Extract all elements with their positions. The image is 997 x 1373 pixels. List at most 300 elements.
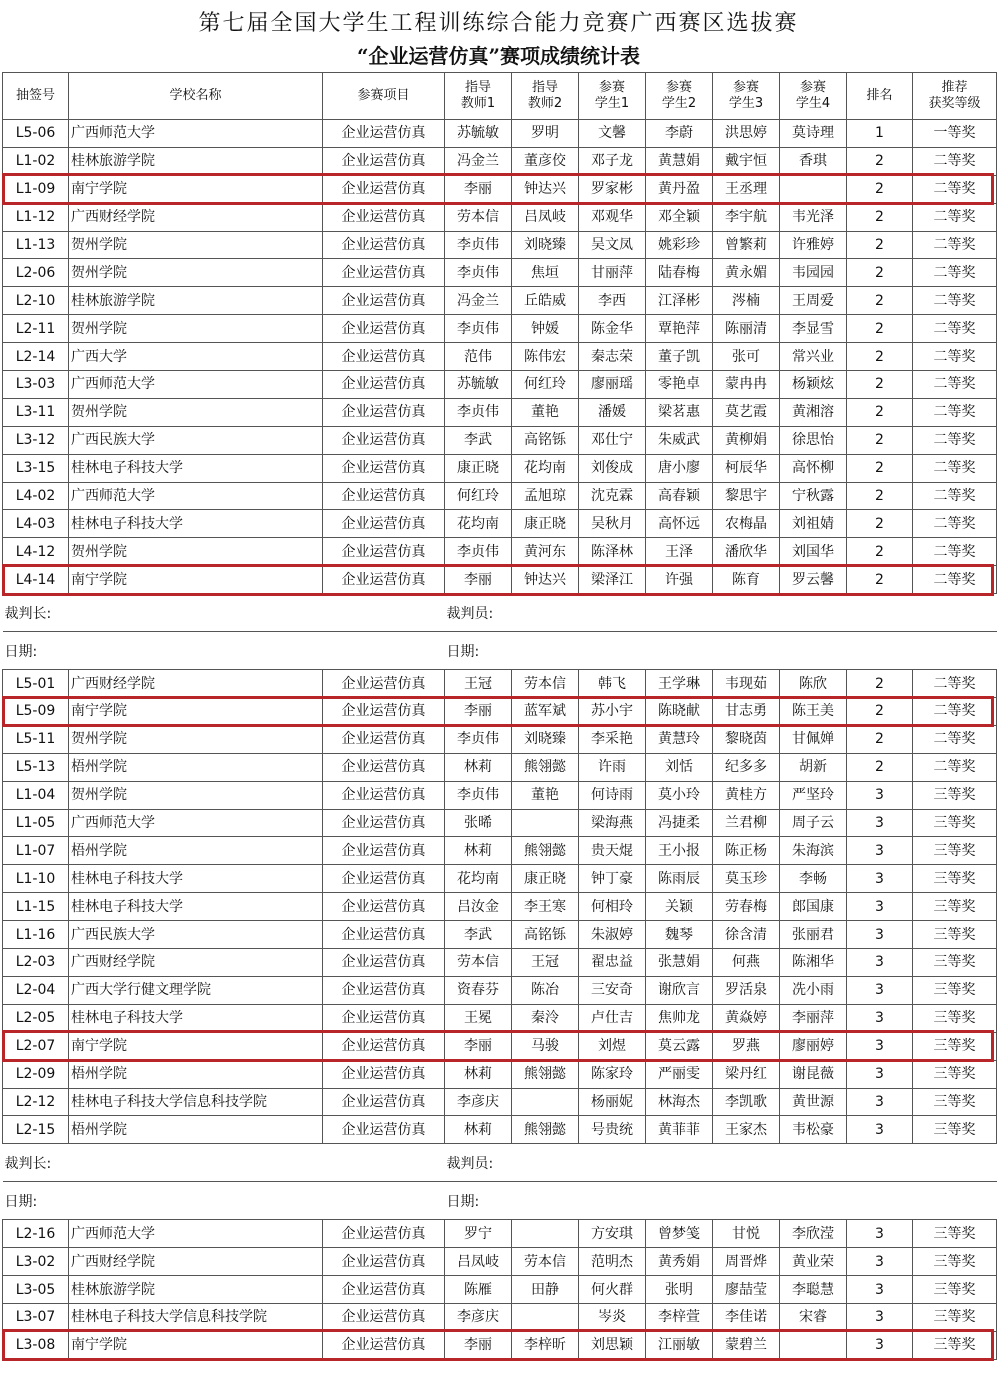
cell-school: 南宁学院 xyxy=(69,698,323,726)
cell-student-4: 李畅 xyxy=(780,865,847,893)
cell-event: 企业运营仿真 xyxy=(323,1032,445,1060)
cell-student-1: 梁泽江 xyxy=(579,566,646,594)
cell-student-3: 甘悦 xyxy=(713,1220,780,1248)
cell-teacher-2: 熊翎懿 xyxy=(512,1060,579,1088)
cell-student-4: 韦光泽 xyxy=(780,203,847,231)
cell-draw-no: L5-11 xyxy=(3,725,69,753)
cell-school: 广西财经学院 xyxy=(69,949,323,977)
cell-draw-no: L3-02 xyxy=(3,1248,69,1276)
cell-award: 二等奖 xyxy=(913,147,997,175)
cell-student-4: 冼小雨 xyxy=(780,976,847,1004)
cell-school: 贺州学院 xyxy=(69,725,323,753)
cell-student-3: 廖喆莹 xyxy=(713,1276,780,1304)
cell-school: 梧州学院 xyxy=(69,753,323,781)
table-row xyxy=(3,1220,997,1248)
cell-student-1: 廖丽瑶 xyxy=(579,371,646,399)
cell-student-1: 范明杰 xyxy=(579,1248,646,1276)
cell-student-4: 黄业荣 xyxy=(780,1248,847,1276)
cell-school: 贺州学院 xyxy=(69,538,323,566)
cell-teacher-2: 钟达兴 xyxy=(512,566,579,594)
cell-draw-no: L1-07 xyxy=(3,837,69,865)
cell-student-1: 陈泽林 xyxy=(579,538,646,566)
cell-student-1: 何火群 xyxy=(579,1276,646,1304)
table-row xyxy=(3,781,997,809)
cell-event: 企业运营仿真 xyxy=(323,781,445,809)
cell-school: 梧州学院 xyxy=(69,1060,323,1088)
header-rank: 排名 xyxy=(847,73,913,120)
cell-rank: 2 xyxy=(847,147,913,175)
cell-teacher-1: 李贞伟 xyxy=(445,231,512,259)
cell-student-2: 李蔚 xyxy=(646,120,713,148)
cell-student-4 xyxy=(780,175,847,203)
signature-row xyxy=(3,632,997,670)
cell-student-2: 唐小廖 xyxy=(646,454,713,482)
cell-rank: 3 xyxy=(847,837,913,865)
cell-student-3: 李凯歌 xyxy=(713,1088,780,1116)
cell-student-3: 王家杰 xyxy=(713,1116,780,1144)
cell-rank: 2 xyxy=(847,203,913,231)
cell-rank: 2 xyxy=(847,753,913,781)
cell-draw-no: L4-02 xyxy=(3,482,69,510)
cell-student-1: 翟忠益 xyxy=(579,949,646,977)
cell-rank: 3 xyxy=(847,865,913,893)
cell-student-2: 陈雨辰 xyxy=(646,865,713,893)
table-row xyxy=(3,1116,997,1144)
cell-teacher-2: 陈伟宏 xyxy=(512,343,579,371)
cell-student-1: 朱淑婷 xyxy=(579,921,646,949)
cell-draw-no: L1-15 xyxy=(3,893,69,921)
header-student-3: 参赛 学生3 xyxy=(713,73,780,120)
cell-rank: 2 xyxy=(847,426,913,454)
cell-teacher-2: 康正晓 xyxy=(512,865,579,893)
cell-student-1: 邓仕宁 xyxy=(579,426,646,454)
cell-draw-no: L2-14 xyxy=(3,343,69,371)
cell-teacher-1: 林莉 xyxy=(445,753,512,781)
cell-teacher-1: 冯金兰 xyxy=(445,287,512,315)
cell-student-3: 徐含清 xyxy=(713,921,780,949)
cell-teacher-1: 吕凤岐 xyxy=(445,1248,512,1276)
cell-event: 企业运营仿真 xyxy=(323,1276,445,1304)
cell-school: 南宁学院 xyxy=(69,1331,323,1359)
cell-event: 企业运营仿真 xyxy=(323,343,445,371)
cell-school: 桂林电子科技大学信息科技学院 xyxy=(69,1088,323,1116)
cell-teacher-2: 劳本信 xyxy=(512,1248,579,1276)
cell-teacher-2: 吕凤岐 xyxy=(512,203,579,231)
cell-teacher-1: 李贞伟 xyxy=(445,538,512,566)
cell-award: 三等奖 xyxy=(913,893,997,921)
table-row xyxy=(3,976,997,1004)
cell-student-4: 杨颖炫 xyxy=(780,371,847,399)
cell-student-2: 黄秀娟 xyxy=(646,1248,713,1276)
cell-rank: 2 xyxy=(847,538,913,566)
cell-draw-no: L1-04 xyxy=(3,781,69,809)
cell-teacher-1: 李贞伟 xyxy=(445,781,512,809)
cell-teacher-2: 何红玲 xyxy=(512,371,579,399)
table-row xyxy=(3,147,997,175)
cell-student-3: 黎思宇 xyxy=(713,482,780,510)
signature-label: 日期: xyxy=(445,632,512,670)
cell-teacher-2: 王冠 xyxy=(512,949,579,977)
cell-teacher-2: 熊翎懿 xyxy=(512,753,579,781)
signature-line xyxy=(512,1182,847,1220)
cell-rank: 2 xyxy=(847,259,913,287)
cell-teacher-2: 刘晓臻 xyxy=(512,725,579,753)
cell-award: 二等奖 xyxy=(913,231,997,259)
cell-student-1: 苏小宇 xyxy=(579,698,646,726)
cell-student-4: 陈湘华 xyxy=(780,949,847,977)
cell-school: 广西师范大学 xyxy=(69,482,323,510)
signature-label: 裁判长: xyxy=(3,594,69,632)
cell-rank: 2 xyxy=(847,371,913,399)
cell-student-1: 文馨 xyxy=(579,120,646,148)
signature-line xyxy=(512,594,847,632)
table-row xyxy=(3,1032,997,1060)
cell-student-4: 李欣滢 xyxy=(780,1220,847,1248)
cell-school: 桂林电子科技大学 xyxy=(69,893,323,921)
table-row xyxy=(3,482,997,510)
cell-award: 一等奖 xyxy=(913,120,997,148)
cell-event: 企业运营仿真 xyxy=(323,1088,445,1116)
table-row xyxy=(3,753,997,781)
cell-student-3: 周晋烨 xyxy=(713,1248,780,1276)
cell-teacher-1: 李贞伟 xyxy=(445,259,512,287)
cell-student-3: 黎晓茵 xyxy=(713,725,780,753)
cell-student-3: 蒙冉冉 xyxy=(713,371,780,399)
cell-student-1: 刘俊成 xyxy=(579,454,646,482)
signature-line xyxy=(69,1182,445,1220)
cell-teacher-1: 李贞伟 xyxy=(445,725,512,753)
cell-student-3: 韦现茹 xyxy=(713,670,780,698)
cell-student-4: 黄湘溶 xyxy=(780,398,847,426)
cell-event: 企业运营仿真 xyxy=(323,231,445,259)
cell-school: 桂林旅游学院 xyxy=(69,147,323,175)
cell-award: 三等奖 xyxy=(913,949,997,977)
cell-draw-no: L2-16 xyxy=(3,1220,69,1248)
cell-student-2: 魏琴 xyxy=(646,921,713,949)
header-award: 推荐 获奖等级 xyxy=(913,73,997,120)
cell-award: 三等奖 xyxy=(913,921,997,949)
table-row xyxy=(3,1248,997,1276)
cell-student-2: 焦帅龙 xyxy=(646,1004,713,1032)
cell-school: 桂林电子科技大学信息科技学院 xyxy=(69,1303,323,1331)
cell-teacher-2 xyxy=(512,1088,579,1116)
cell-event: 企业运营仿真 xyxy=(323,398,445,426)
cell-draw-no: L3-11 xyxy=(3,398,69,426)
cell-school: 广西师范大学 xyxy=(69,1220,323,1248)
cell-event: 企业运营仿真 xyxy=(323,426,445,454)
table-row xyxy=(3,120,997,148)
cell-student-1: 贵天焜 xyxy=(579,837,646,865)
table-row xyxy=(3,315,997,343)
cell-student-1: 邓观华 xyxy=(579,203,646,231)
table-row xyxy=(3,538,997,566)
cell-draw-no: L2-10 xyxy=(3,287,69,315)
cell-rank: 3 xyxy=(847,1248,913,1276)
cell-award: 三等奖 xyxy=(913,837,997,865)
table-row xyxy=(3,287,997,315)
cell-student-4: 莫诗理 xyxy=(780,120,847,148)
cell-teacher-2: 蓝军斌 xyxy=(512,698,579,726)
cell-student-4: 宁秋露 xyxy=(780,482,847,510)
cell-award: 二等奖 xyxy=(913,426,997,454)
cell-rank: 3 xyxy=(847,1088,913,1116)
cell-student-1: 邓子龙 xyxy=(579,147,646,175)
cell-student-4: 郎国康 xyxy=(780,893,847,921)
cell-student-3: 陈育 xyxy=(713,566,780,594)
cell-award: 二等奖 xyxy=(913,175,997,203)
cell-student-2: 严丽雯 xyxy=(646,1060,713,1088)
cell-teacher-2: 焦垣 xyxy=(512,259,579,287)
cell-draw-no: L2-07 xyxy=(3,1032,69,1060)
cell-rank: 2 xyxy=(847,698,913,726)
cell-rank: 2 xyxy=(847,510,913,538)
cell-teacher-1: 李彦庆 xyxy=(445,1303,512,1331)
signature-blank xyxy=(847,1144,997,1182)
cell-rank: 3 xyxy=(847,1116,913,1144)
cell-event: 企业运营仿真 xyxy=(323,976,445,1004)
cell-award: 二等奖 xyxy=(913,753,997,781)
cell-event: 企业运营仿真 xyxy=(323,893,445,921)
table-row xyxy=(3,566,997,594)
cell-student-3: 农梅晶 xyxy=(713,510,780,538)
cell-award: 三等奖 xyxy=(913,1116,997,1144)
cell-student-2: 刘恬 xyxy=(646,753,713,781)
cell-school: 桂林电子科技大学 xyxy=(69,1004,323,1032)
table-row xyxy=(3,670,997,698)
cell-teacher-1: 林莉 xyxy=(445,1116,512,1144)
table-row xyxy=(3,398,997,426)
cell-student-4: 许雅婷 xyxy=(780,231,847,259)
cell-school: 梧州学院 xyxy=(69,1116,323,1144)
cell-teacher-2: 黄河东 xyxy=(512,538,579,566)
cell-award: 三等奖 xyxy=(913,1276,997,1304)
cell-rank: 2 xyxy=(847,398,913,426)
cell-award: 二等奖 xyxy=(913,343,997,371)
table-header xyxy=(3,73,997,120)
cell-rank: 1 xyxy=(847,120,913,148)
cell-rank: 3 xyxy=(847,1331,913,1359)
table-row xyxy=(3,510,997,538)
cell-rank: 3 xyxy=(847,976,913,1004)
cell-school: 广西大学 xyxy=(69,343,323,371)
cell-event: 企业运营仿真 xyxy=(323,538,445,566)
cell-student-4: 徐思怡 xyxy=(780,426,847,454)
cell-school: 南宁学院 xyxy=(69,175,323,203)
cell-student-4: 甘佩婵 xyxy=(780,725,847,753)
cell-student-2: 莫小玲 xyxy=(646,781,713,809)
cell-draw-no: L3-12 xyxy=(3,426,69,454)
cell-award: 二等奖 xyxy=(913,725,997,753)
cell-student-3: 莫艺霞 xyxy=(713,398,780,426)
cell-student-3: 潘欣华 xyxy=(713,538,780,566)
cell-rank: 3 xyxy=(847,893,913,921)
cell-event: 企业运营仿真 xyxy=(323,203,445,231)
cell-draw-no: L1-09 xyxy=(3,175,69,203)
cell-student-2: 许强 xyxy=(646,566,713,594)
cell-event: 企业运营仿真 xyxy=(323,120,445,148)
table-row xyxy=(3,454,997,482)
cell-student-3: 洪思婷 xyxy=(713,120,780,148)
table-row xyxy=(3,837,997,865)
cell-rank: 3 xyxy=(847,781,913,809)
cell-teacher-2: 马骏 xyxy=(512,1032,579,1060)
header-student-2: 参赛 学生2 xyxy=(646,73,713,120)
cell-award: 二等奖 xyxy=(913,287,997,315)
cell-student-3: 劳春梅 xyxy=(713,893,780,921)
cell-student-3: 柯辰华 xyxy=(713,454,780,482)
cell-award: 三等奖 xyxy=(913,1032,997,1060)
cell-student-4: 张丽君 xyxy=(780,921,847,949)
signature-line xyxy=(69,594,445,632)
cell-student-1: 罗家彬 xyxy=(579,175,646,203)
cell-teacher-2: 董艳 xyxy=(512,398,579,426)
cell-student-2: 黄慧玲 xyxy=(646,725,713,753)
cell-school: 南宁学院 xyxy=(69,1032,323,1060)
cell-rank: 3 xyxy=(847,1060,913,1088)
cell-student-1: 梁海燕 xyxy=(579,809,646,837)
cell-rank: 3 xyxy=(847,921,913,949)
cell-student-1: 陈家玲 xyxy=(579,1060,646,1088)
cell-teacher-1: 李武 xyxy=(445,426,512,454)
cell-teacher-1: 劳本信 xyxy=(445,203,512,231)
cell-award: 三等奖 xyxy=(913,1004,997,1032)
cell-student-1: 三安奇 xyxy=(579,976,646,1004)
cell-teacher-1: 罗宁 xyxy=(445,1220,512,1248)
cell-school: 桂林电子科技大学 xyxy=(69,865,323,893)
header-draw-no: 抽签号 xyxy=(3,73,69,120)
cell-teacher-2: 高铭铄 xyxy=(512,921,579,949)
cell-draw-no: L2-09 xyxy=(3,1060,69,1088)
signature-label: 日期: xyxy=(3,1182,69,1220)
cell-student-1: 潘媛 xyxy=(579,398,646,426)
cell-student-1: 刘思颖 xyxy=(579,1331,646,1359)
cell-draw-no: L1-10 xyxy=(3,865,69,893)
cell-student-4: 黄世源 xyxy=(780,1088,847,1116)
cell-event: 企业运营仿真 xyxy=(323,949,445,977)
cell-teacher-1: 王冕 xyxy=(445,1004,512,1032)
cell-rank: 3 xyxy=(847,1303,913,1331)
table-row xyxy=(3,1004,997,1032)
cell-student-2: 黄慧娟 xyxy=(646,147,713,175)
cell-school: 广西师范大学 xyxy=(69,371,323,399)
cell-student-2: 江丽敏 xyxy=(646,1331,713,1359)
cell-student-2: 朱威武 xyxy=(646,426,713,454)
cell-event: 企业运营仿真 xyxy=(323,1220,445,1248)
cell-teacher-2: 康正晓 xyxy=(512,510,579,538)
cell-teacher-2: 熊翎懿 xyxy=(512,1116,579,1144)
cell-student-2: 王泽 xyxy=(646,538,713,566)
cell-rank: 2 xyxy=(847,343,913,371)
signature-block-1 xyxy=(3,594,997,670)
cell-draw-no: L2-03 xyxy=(3,949,69,977)
cell-student-4: 朱海滨 xyxy=(780,837,847,865)
cell-teacher-2: 田静 xyxy=(512,1276,579,1304)
cell-student-2: 陆春梅 xyxy=(646,259,713,287)
cell-student-1: 吴秋月 xyxy=(579,510,646,538)
cell-draw-no: L3-15 xyxy=(3,454,69,482)
table-row xyxy=(3,371,997,399)
cell-student-4: 高怀柳 xyxy=(780,454,847,482)
cell-student-1: 何诗雨 xyxy=(579,781,646,809)
table-row xyxy=(3,865,997,893)
signature-row xyxy=(3,594,997,632)
cell-student-4: 刘祖婧 xyxy=(780,510,847,538)
cell-draw-no: L2-11 xyxy=(3,315,69,343)
cell-event: 企业运营仿真 xyxy=(323,1060,445,1088)
cell-event: 企业运营仿真 xyxy=(323,315,445,343)
table-row xyxy=(3,1060,997,1088)
cell-student-4: 廖丽婷 xyxy=(780,1032,847,1060)
cell-teacher-1: 资春芬 xyxy=(445,976,512,1004)
cell-award: 三等奖 xyxy=(913,1220,997,1248)
cell-teacher-1: 王冠 xyxy=(445,670,512,698)
cell-student-2: 梁茗惠 xyxy=(646,398,713,426)
cell-teacher-2: 秦泠 xyxy=(512,1004,579,1032)
cell-event: 企业运营仿真 xyxy=(323,175,445,203)
cell-teacher-1: 花均南 xyxy=(445,865,512,893)
cell-school: 贺州学院 xyxy=(69,781,323,809)
cell-student-2: 王学琳 xyxy=(646,670,713,698)
table-row xyxy=(3,203,997,231)
cell-teacher-2: 熊翎懿 xyxy=(512,837,579,865)
cell-draw-no: L1-16 xyxy=(3,921,69,949)
cell-rank: 2 xyxy=(847,175,913,203)
cell-student-1: 何相玲 xyxy=(579,893,646,921)
cell-student-2: 高怀远 xyxy=(646,510,713,538)
signature-label: 裁判员: xyxy=(445,1144,512,1182)
cell-award: 二等奖 xyxy=(913,566,997,594)
cell-award: 三等奖 xyxy=(913,809,997,837)
cell-student-2: 张明 xyxy=(646,1276,713,1304)
cell-school: 南宁学院 xyxy=(69,566,323,594)
cell-teacher-1: 苏毓敏 xyxy=(445,371,512,399)
cell-school: 广西民族大学 xyxy=(69,426,323,454)
cell-teacher-1: 李武 xyxy=(445,921,512,949)
cell-student-2: 关颖 xyxy=(646,893,713,921)
cell-teacher-1: 冯金兰 xyxy=(445,147,512,175)
cell-school: 广西民族大学 xyxy=(69,921,323,949)
cell-award: 二等奖 xyxy=(913,454,997,482)
cell-teacher-2: 陈冶 xyxy=(512,976,579,1004)
cell-rank: 2 xyxy=(847,454,913,482)
cell-student-2: 高春颖 xyxy=(646,482,713,510)
cell-award: 二等奖 xyxy=(913,203,997,231)
cell-student-3: 甘志勇 xyxy=(713,698,780,726)
cell-student-3: 戴宇恒 xyxy=(713,147,780,175)
cell-school: 桂林电子科技大学 xyxy=(69,454,323,482)
cell-student-1: 李西 xyxy=(579,287,646,315)
cell-student-4: 王周爱 xyxy=(780,287,847,315)
cell-teacher-2: 孟旭琼 xyxy=(512,482,579,510)
signature-line xyxy=(69,632,445,670)
cell-event: 企业运营仿真 xyxy=(323,454,445,482)
cell-award: 三等奖 xyxy=(913,865,997,893)
table-row xyxy=(3,231,997,259)
cell-draw-no: L1-02 xyxy=(3,147,69,175)
cell-award: 三等奖 xyxy=(913,1248,997,1276)
cell-event: 企业运营仿真 xyxy=(323,147,445,175)
cell-rank: 2 xyxy=(847,725,913,753)
cell-teacher-1: 劳本信 xyxy=(445,949,512,977)
cell-student-4: 严坚玲 xyxy=(780,781,847,809)
cell-event: 企业运营仿真 xyxy=(323,698,445,726)
cell-student-2: 董子凯 xyxy=(646,343,713,371)
cell-student-1: 陈金华 xyxy=(579,315,646,343)
cell-award: 二等奖 xyxy=(913,510,997,538)
cell-student-3: 兰君柳 xyxy=(713,809,780,837)
cell-student-3: 黄永媚 xyxy=(713,259,780,287)
cell-teacher-1: 李丽 xyxy=(445,1331,512,1359)
